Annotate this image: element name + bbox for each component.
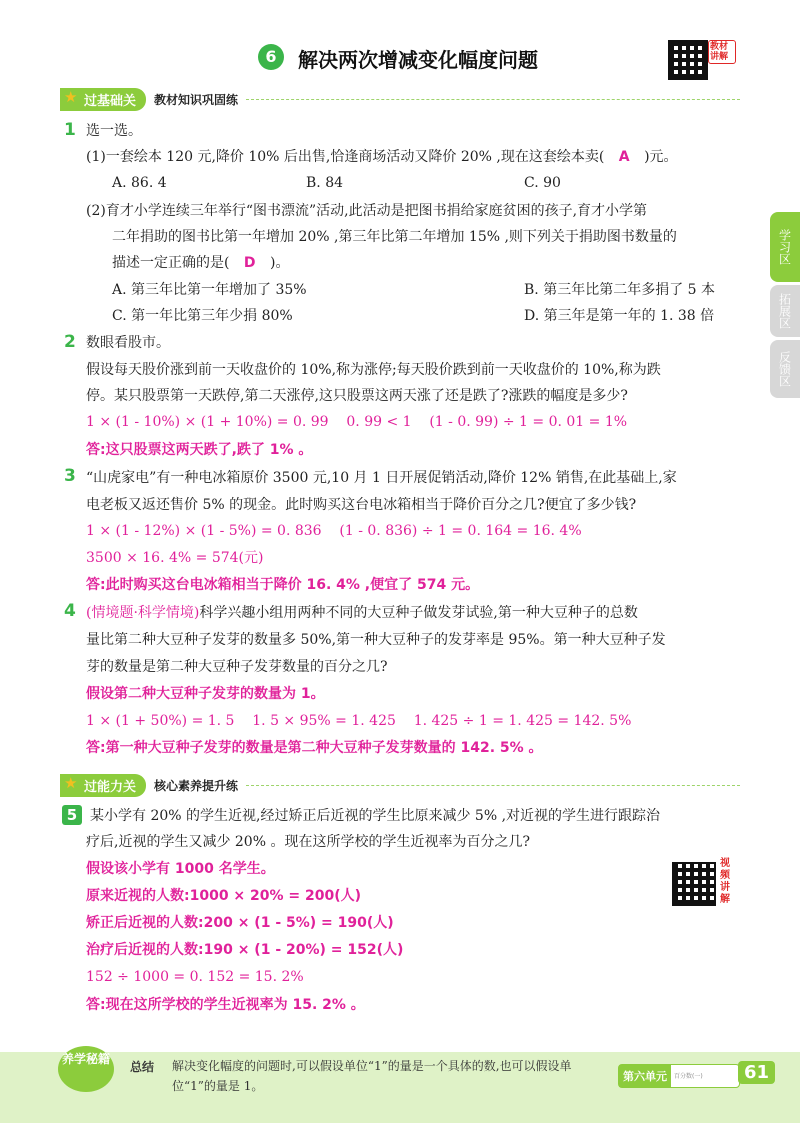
question-number: 3: [64, 466, 76, 486]
unit-badge: [618, 1064, 740, 1088]
q1-part2-line1: (2)育才小学连续三年举行“图书漂流”活动,此活动是把图书捐给家庭贫困的孩子,育才小学第: [86, 203, 648, 219]
qr-code-icon: [668, 40, 708, 80]
section-ability-tag-text: 过能力关: [84, 779, 137, 795]
side-tab-study[interactable]: 学习区: [770, 212, 800, 282]
q1-part1-text-after: )元。: [644, 149, 678, 165]
lesson-number-badge: 6: [258, 44, 284, 70]
option: A. 第三年比第一年增加了 35%: [112, 282, 307, 298]
question-number: 1: [64, 120, 76, 140]
q3-calculation: 3500 × 16. 4% = 574(元): [86, 550, 264, 566]
q5-line1: 某小学有 20% 的学生近视,经过矫正后近视的学生比原来减少 5% ,对近视的学生进行跟踪治: [90, 808, 661, 824]
q1-part1-text: (1)一套绘本 120 元,降价 10% 后出售,恰逢商场活动又降价 20% ,现在这套绘本卖(: [86, 149, 605, 165]
q1-part1-answer: A: [618, 149, 630, 165]
q5-step: 治疗后近视的人数:190 × (1 - 20%) = 152(人): [86, 942, 404, 958]
q1-part2-text: 描述一定正确的是(: [112, 255, 230, 271]
page-number: 61: [738, 1061, 775, 1084]
option: A. 86. 4: [112, 175, 167, 191]
q4-line1-text: 科学兴趣小组用两种不同的大豆种子做发芽试验,第一种大豆种子的总数: [199, 605, 638, 621]
q1-part2-line3: [112, 253, 289, 273]
q5-line2: 疗后,近视的学生又减少 20% 。现在这所学校的学生近视率为百分之几?: [86, 834, 530, 850]
q1-part1: [86, 147, 678, 167]
option: C. 第一年比第三年少捐 80%: [112, 308, 293, 324]
summary-text: 解决变化幅度的问题时,可以假设单位“1”的量是一个具体的数,也可以假设单位“1”的量是 1。: [172, 1059, 572, 1093]
q3-line2: 电老板又返还售价 5% 的现金。此时购买这台电冰箱相当于降价百分之几?便宜了多少钱?: [86, 497, 637, 513]
section-ability-subtitle: 核心素养提升练: [154, 778, 239, 793]
summary-label: 总结: [130, 1060, 155, 1074]
section-basic-tag: [60, 88, 146, 111]
q5-assumption: 假设该小学有 1000 名学生。: [86, 861, 275, 877]
video-qr-label: 视频讲解: [720, 858, 730, 905]
q3-line1: “山虎家电”有一种电冰箱原价 3500 元,10 月 1 日开展促销活动,降价 12% 销售,在此基础上,家: [86, 470, 677, 486]
star-icon: ★: [64, 773, 78, 792]
q4-answer: 答:第一种大豆种子发芽的数量是第二种大豆种子发芽数量的 142. 5% 。: [86, 740, 543, 756]
option: B. 第三年比第二年多捐了 5 本: [524, 282, 715, 298]
divider: [246, 99, 740, 100]
q5-step: 矫正后近视的人数:200 × (1 - 5%) = 190(人): [86, 915, 394, 931]
star-icon: ★: [64, 87, 78, 106]
unit-sublabel: 百分数(一): [674, 1072, 703, 1080]
q4-line2: 量比第二种大豆种子发芽的数量多 50%,第一种大豆种子的发芽率是 95%。第一种大豆种子发: [86, 632, 666, 648]
q5-answer: 答:现在这所学校的学生近视率为 15. 2% 。: [86, 997, 365, 1013]
q2-answer: 答:这只股票这两天跌了,跌了 1% 。: [86, 442, 313, 458]
question-stem: 选一选。: [86, 123, 142, 139]
side-tab-extend[interactable]: 拓展区: [770, 285, 800, 337]
q3-answer: 答:此时购买这台电冰箱相当于降价 16. 4% ,便宜了 574 元。: [86, 577, 480, 593]
q5-step: 152 ÷ 1000 = 0. 152 = 15. 2%: [86, 969, 304, 985]
q4-assumption: 假设第二种大豆种子发芽的数量为 1。: [86, 686, 325, 702]
section-ability-bar: [60, 774, 740, 796]
option: D. 第三年是第一年的 1. 38 倍: [524, 308, 715, 324]
qr-code-label: 教材讲解: [708, 40, 736, 64]
section-ability-tag: [60, 774, 146, 797]
section-basic-subtitle: 教材知识巩固练: [154, 92, 239, 107]
option: C. 90: [524, 175, 561, 191]
side-tab-feedback[interactable]: 反馈区: [770, 340, 800, 398]
page-title: 解决两次增减变化幅度问题: [298, 48, 538, 72]
q2-line1: 假设每天股价涨到前一天收盘价的 10%,称为涨停;每天股价跌到前一天收盘价的 10%,称为跌: [86, 362, 661, 378]
qr-code-icon[interactable]: [672, 862, 716, 906]
section-basic-tag-text: 过基础关: [84, 93, 137, 109]
q1-part2-line2: 二年捐助的图书比第一年增加 20% ,第三年比第二年增加 15% ,则下列关于捐助图书数量的: [112, 229, 677, 245]
q2-line2: 停。某只股票第一天跌停,第二天涨停,这只股票这两天涨了还是跌了?涨跌的幅度是多少?: [86, 388, 628, 404]
unit-label: 第六单元: [619, 1065, 671, 1087]
question-stem: 数眼看股市。: [86, 335, 170, 351]
q2-calculation: 1 × (1 - 10%) × (1 + 10%) = 0. 99 0. 99 < 1 (1 - 0. 99) ÷ 1 = 0. 01 = 1%: [86, 414, 628, 430]
q1-part2-text-after: )。: [270, 255, 290, 271]
study-tips-logo: 养学秘籍: [58, 1046, 114, 1092]
divider: [246, 785, 740, 786]
q4-line3: 芽的数量是第二种大豆种子发芽数量的百分之几?: [86, 659, 388, 675]
question-number: 2: [64, 332, 76, 352]
question-number: 4: [64, 601, 76, 621]
option: B. 84: [306, 175, 344, 191]
q4-line1: [86, 603, 638, 623]
q3-calculation: 1 × (1 - 12%) × (1 - 5%) = 0. 836 (1 - 0. 836) ÷ 1 = 0. 164 = 16. 4%: [86, 523, 582, 539]
q1-part2-answer: D: [243, 255, 256, 271]
question-number: 5: [62, 805, 82, 825]
q4-context-tag: (情境题·科学情境): [86, 605, 200, 621]
q5-step: 原来近视的人数:1000 × 20% = 200(人): [86, 888, 362, 904]
section-basic-bar: [60, 88, 740, 110]
q4-calculation: 1 × (1 + 50%) = 1. 5 1. 5 × 95% = 1. 425 1. 425 ÷ 1 = 1. 425 = 142. 5%: [86, 713, 632, 729]
